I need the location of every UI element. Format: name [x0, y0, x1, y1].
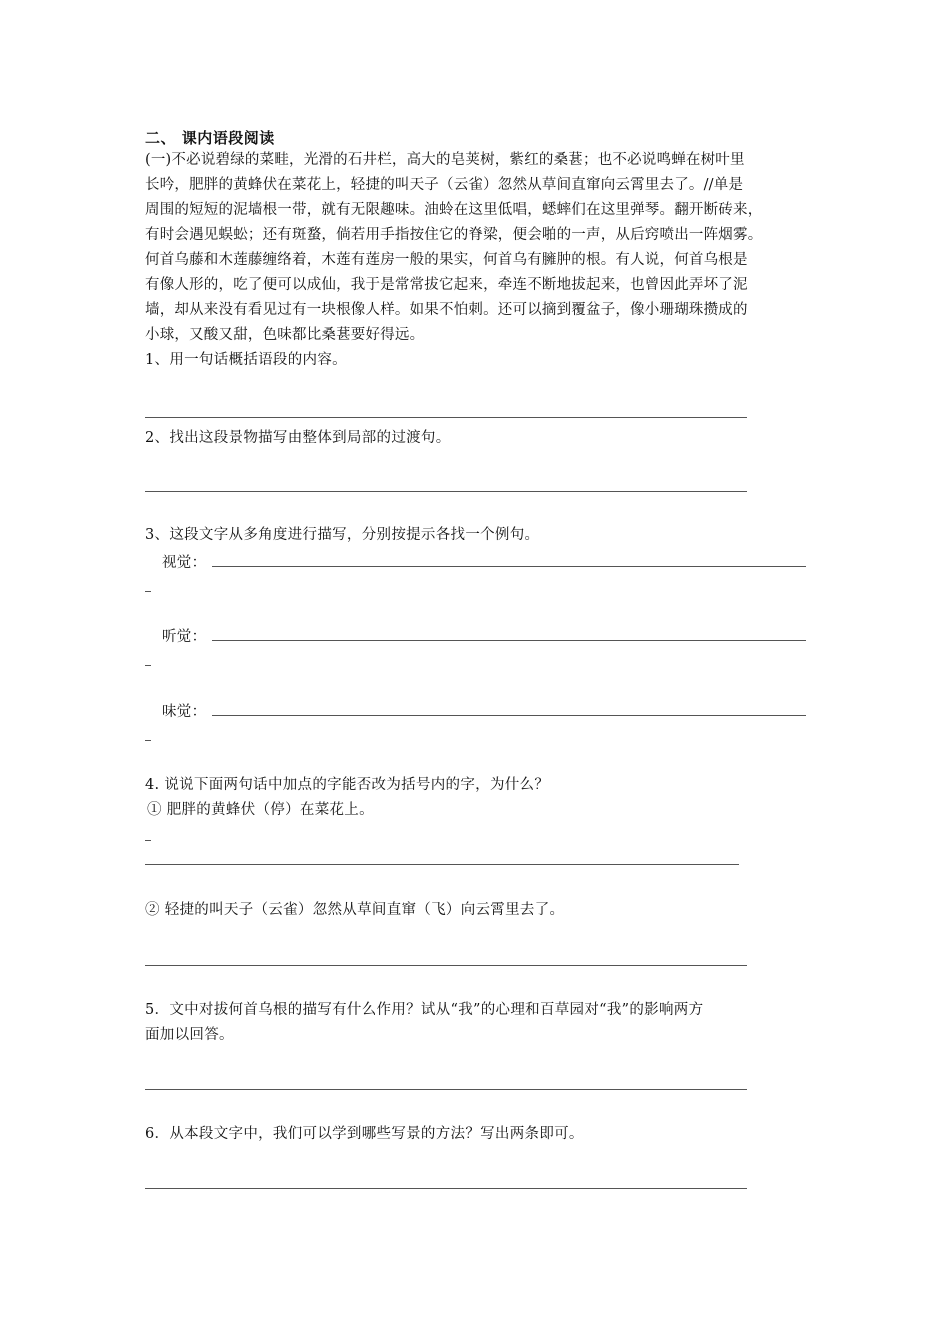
label-visual: 视觉：: [162, 555, 207, 571]
question-4-item-2: ② 轻捷的叫天子（云雀）忽然从草间直窜（飞）向云霄里去了。: [145, 902, 565, 918]
passage-line: 有时会遇见蜈蚣；还有斑蝥，倘若用手指按住它的脊梁，便会啪的一声，从后窍喷出一阵烟雾。: [145, 227, 763, 243]
passage-line: 小球，又酸又甜，色味都比桑葚要好得远。: [145, 327, 425, 343]
answer-line-q2[interactable]: [145, 491, 747, 492]
answer-line-q6[interactable]: [145, 1188, 747, 1189]
question-4-item-1: ① 肥胖的黄蜂伏（停）在菜花上。: [147, 802, 374, 818]
line-continuation-mark: [145, 840, 151, 841]
passage-line: 长吟，肥胖的黄蜂伏在菜花上，轻捷的叫天子（云雀）忽然从草间直窜向云霄里去了。//单是: [145, 177, 744, 193]
label-taste: 味觉：: [162, 704, 207, 720]
answer-line-visual[interactable]: [212, 566, 806, 567]
line-continuation-mark: [145, 591, 151, 592]
label-hearing: 听觉：: [162, 629, 207, 645]
section-heading: 二、 课内语段阅读: [145, 129, 275, 147]
answer-line-q5[interactable]: [145, 1089, 747, 1090]
answer-line-q4-2[interactable]: [145, 965, 747, 966]
question-6: 6．从本段文字中，我们可以学到哪些写景的方法？写出两条即可。: [145, 1126, 584, 1142]
line-continuation-mark: [145, 665, 151, 666]
passage-line: 有像人形的，吃了便可以成仙，我于是常常拔它起来，牵连不断地拔起来，也曾因此弄坏了泥: [145, 277, 748, 293]
passage-line: 周围的短短的泥墙根一带，就有无限趣味。油蛉在这里低唱，蟋蟀们在这里弹琴。翻开断砖来，: [145, 202, 763, 218]
question-1: 1、用一句话概括语段的内容。: [145, 352, 347, 368]
answer-line-hearing[interactable]: [212, 640, 806, 641]
question-3: 3、这段文字从多角度进行描写，分别按提示各找一个例句。: [145, 527, 540, 543]
answer-line-q1[interactable]: [145, 417, 747, 418]
answer-line-q4-1[interactable]: [145, 864, 739, 865]
answer-line-taste[interactable]: [212, 715, 806, 716]
passage-line: 墙，却从来没有看见过有一块根像人样。如果不怕刺。还可以摘到覆盆子，像小珊瑚珠攒成的: [145, 302, 748, 318]
passage-line: (一)不必说碧绿的菜畦，光滑的石井栏，高大的皂荚树，紫红的桑葚；也不必说鸣蝉在树叶里: [145, 152, 745, 168]
passage-line: 何首乌藤和木莲藤缠络着，木莲有莲房一般的果实，何首乌有臃肿的根。有人说，何首乌根是: [145, 252, 748, 268]
question-2: 2、找出这段景物描写由整体到局部的过渡句。: [145, 430, 451, 446]
question-5-line-2: 面加以回答。: [145, 1027, 234, 1043]
line-continuation-mark: [145, 740, 151, 741]
question-5-line-1: 5．文中对拔何首乌根的描写有什么作用？试从“我”的心理和百草园对“我”的影响两方: [145, 1002, 704, 1018]
question-4: 4. 说说下面两句话中加点的字能否改为括号内的字，为什么？: [145, 777, 550, 793]
